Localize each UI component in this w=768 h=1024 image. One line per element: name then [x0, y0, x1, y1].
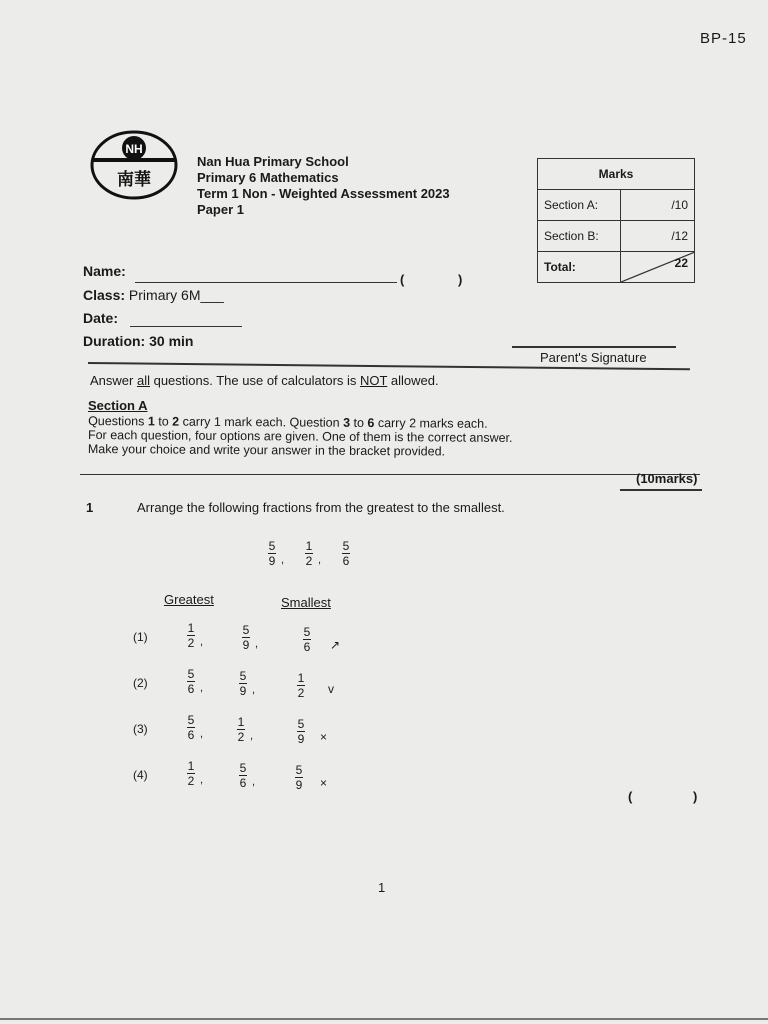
smallest-label: Smallest: [281, 595, 331, 610]
section-b-label: Section B:: [538, 221, 621, 252]
option-2-fraction-2: 5 9: [239, 669, 247, 698]
section-a-instructions: [88, 414, 513, 459]
option-1-fraction-3: 5 6: [303, 625, 311, 654]
subject: Primary 6 Mathematics: [197, 170, 339, 185]
option-4-label[interactable]: (4): [133, 768, 148, 782]
name-paren-open: (: [400, 272, 405, 287]
section-b-value: /12: [621, 221, 695, 252]
option-1-label[interactable]: (1): [133, 630, 148, 644]
paper-label: Paper 1: [197, 202, 244, 217]
instructions-all: all: [136, 373, 150, 388]
school-logo: [90, 130, 178, 200]
option-1-mark: ↗: [330, 638, 341, 652]
given-fraction-2: 1 2: [305, 539, 313, 568]
option-4-fraction-2: 5 6: [239, 761, 247, 790]
name-paren-close: ): [458, 272, 463, 287]
option-1-fraction-1: 1 2: [187, 621, 195, 650]
class-label: Class:: [83, 287, 126, 303]
option-3-mark: ×: [320, 730, 328, 744]
total-value-cell: [621, 252, 695, 283]
comma: ,: [281, 554, 285, 566]
page-code: BP-15: [700, 30, 747, 47]
answer-bracket-open: (: [628, 789, 633, 804]
option-4-fraction-1: 1 2: [187, 759, 195, 788]
section-a-line3: Make your choice and write your answer in the bracket provided.: [87, 441, 446, 459]
instructions-not: NOT: [360, 373, 388, 388]
option-2-label[interactable]: (2): [133, 676, 148, 690]
option-4-fraction-3: 5 9: [295, 763, 303, 792]
question-text: Arrange the following fractions from the greatest to the smallest.: [137, 500, 505, 515]
page-bottom-edge: [0, 1018, 768, 1020]
date-label: Date:: [83, 310, 119, 326]
name-label: Name:: [83, 263, 126, 279]
class-value: Primary 6M___: [128, 287, 224, 303]
instructions-pre: Answer: [90, 373, 137, 388]
answer-bracket-close: ): [693, 789, 698, 804]
marks-underline: [620, 489, 702, 491]
total-value: 22: [674, 256, 688, 270]
option-3-fraction-3: 5 9: [297, 717, 305, 746]
assessment-title: Term 1 Non - Weighted Assessment 2023: [197, 186, 450, 201]
section-a-title: Section A: [88, 398, 148, 413]
comma: ,: [318, 554, 322, 566]
parent-signature-label: Parent's Signature: [540, 350, 647, 365]
logo-chinese: 南華: [117, 170, 151, 190]
section-divider: [80, 474, 700, 475]
school-name: Nan Hua Primary School: [197, 154, 349, 169]
section-a-line2: For each question, four options are given. One of them is the correct answer.: [87, 428, 513, 445]
section-a-value: /10: [621, 190, 695, 221]
logo-letters: NH: [125, 142, 143, 156]
marks-header: Marks: [538, 159, 695, 190]
section-a-marks: (10marks): [636, 471, 698, 486]
option-2-fraction-1: 5 6: [187, 667, 195, 696]
total-label: Total:: [538, 252, 621, 283]
section-a-label: Section A:: [538, 190, 621, 221]
option-3-label[interactable]: (3): [133, 722, 148, 736]
instructions-post: allowed.: [387, 373, 439, 388]
option-2-fraction-3: 1 2: [297, 671, 305, 700]
option-3-fraction-1: 5 6: [187, 713, 195, 742]
class-line: [83, 287, 224, 303]
logo-emblem: [90, 130, 178, 200]
greatest-label: Greatest: [164, 592, 214, 607]
instructions: [90, 373, 439, 388]
section-a-line1: Questions 1 to 2 carry 1 mark each. Question 3 to 6 carry 2 marks each.: [88, 414, 488, 431]
answer-bracket-field[interactable]: [640, 789, 690, 805]
option-1-fraction-2: 5 9: [242, 623, 250, 652]
instructions-mid: questions. The use of calculators is: [149, 373, 361, 388]
option-2-mark: v: [328, 682, 334, 696]
option-4-mark: ×: [320, 776, 328, 790]
page-number: 1: [378, 880, 386, 895]
name-blank[interactable]: [135, 282, 397, 283]
question-number: 1: [86, 500, 94, 515]
school-header: [197, 154, 450, 218]
duration: Duration: 30 min: [83, 333, 194, 349]
option-3-fraction-2: 1 2: [237, 715, 245, 744]
given-fraction-3: 5 6: [342, 539, 350, 568]
signature-line: [512, 346, 676, 348]
date-blank[interactable]: [130, 326, 242, 327]
given-fraction-1: 5 9: [268, 539, 276, 568]
marks-table: [537, 158, 695, 283]
